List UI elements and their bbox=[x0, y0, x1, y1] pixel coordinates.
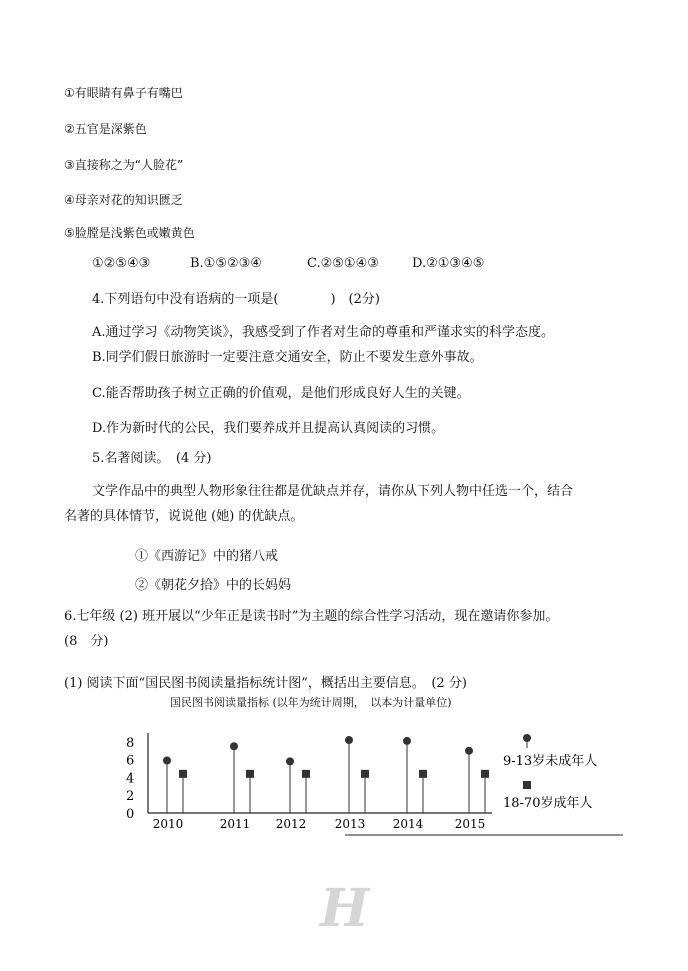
y-tick-label: 0 bbox=[126, 807, 135, 822]
q5-para-2: 名著的具体情节，说说他 (她) 的优缺点。 bbox=[64, 509, 304, 524]
x-tick-label: 2015 bbox=[454, 817, 486, 831]
legend-adult-label: 18-70岁成年人 bbox=[503, 796, 593, 811]
x-tick-label: 2012 bbox=[275, 817, 307, 831]
point-adult bbox=[179, 770, 187, 778]
q4-stem: 4.下列语句中没有语病的一项是( ) (2分) bbox=[92, 292, 380, 307]
point-adult bbox=[419, 770, 427, 778]
y-tick-label: 8 bbox=[126, 735, 135, 751]
point-adult bbox=[361, 770, 369, 778]
q4-option-d: D.作为新时代的公民，我们要养成并且提高认真阅读的习惯。 bbox=[92, 421, 445, 436]
point-minor bbox=[286, 757, 294, 765]
legend-minor-label: 9-13岁未成年人 bbox=[503, 754, 598, 769]
q6-sub-1: (1) 阅读下面“国民图书阅读量指标统计图”，概括出主要信息。 (2 分) bbox=[64, 676, 467, 691]
point-minor bbox=[230, 742, 238, 750]
legend-adult-marker bbox=[523, 781, 531, 789]
choice-a: ①②⑤④③ bbox=[92, 256, 151, 271]
choice-c: C.②⑤①④③ bbox=[307, 256, 379, 271]
point-minor bbox=[345, 736, 353, 744]
q5-para-1: 文学作品中的典型人物形象往往都是优缺点并存，请你从下列人物中任选一个，结合 bbox=[92, 484, 574, 499]
point-minor bbox=[163, 756, 171, 764]
y-tick-label: 2 bbox=[126, 789, 135, 805]
option-item-4: ④母亲对花的知识匮乏 bbox=[64, 193, 183, 207]
x-tick-label: 2011 bbox=[219, 817, 251, 831]
option-item-5: ⑤脸膛是浅紫色或嫩黄色 bbox=[64, 226, 195, 240]
x-tick-label: 2014 bbox=[392, 817, 424, 831]
q6-stem: 6.七年级 (2) 班开展以“少年正是读书时”为主题的综合性学习活动，现在邀请你参加。 bbox=[64, 609, 559, 624]
legend-minor-marker bbox=[523, 734, 531, 742]
x-tick-label: 2013 bbox=[334, 817, 366, 831]
choice-b: B.①⑤②③④ bbox=[190, 256, 262, 271]
q5-item-1: ①《西游记》中的猪八戒 bbox=[135, 549, 279, 564]
chart-title: 国民图书阅读量指标 (以年为统计周期， 以本为计量单位) bbox=[170, 696, 452, 709]
point-minor bbox=[465, 747, 473, 755]
q4-option-c: C.能否帮助孩子树立正确的价值观，是他们形成良好人生的关键。 bbox=[92, 386, 470, 401]
q5-stem: 5.名著阅读。 (4 分) bbox=[92, 451, 212, 466]
x-tick-label: 2010 bbox=[152, 817, 184, 831]
q4-option-b: B.同学们假日旅游时一定要注意交通安全，防止不要发生意外事故。 bbox=[92, 350, 483, 365]
y-tick-label: 6 bbox=[126, 753, 135, 769]
option-item-1: ①有眼睛有鼻子有嘴巴 bbox=[64, 86, 183, 100]
q5-item-2: ②《朝花夕拾》中的长妈妈 bbox=[135, 578, 292, 593]
point-adult bbox=[246, 770, 254, 778]
watermark-logo: H bbox=[320, 878, 370, 939]
q4-option-a: A.通过学习《动物笑谈》，我感受到了作者对生命的尊重和严谨求实的科学态度。 bbox=[92, 325, 555, 340]
point-adult bbox=[481, 770, 489, 778]
y-tick-label: 4 bbox=[126, 771, 135, 787]
q6-score: (8 分) bbox=[64, 634, 109, 649]
point-minor bbox=[403, 737, 411, 745]
option-item-3: ③直接称之为“人脸花” bbox=[64, 158, 184, 172]
point-adult bbox=[302, 770, 310, 778]
choice-d: D.②①③④⑤ bbox=[412, 256, 485, 271]
option-item-2: ②五官是深紫色 bbox=[64, 122, 147, 136]
